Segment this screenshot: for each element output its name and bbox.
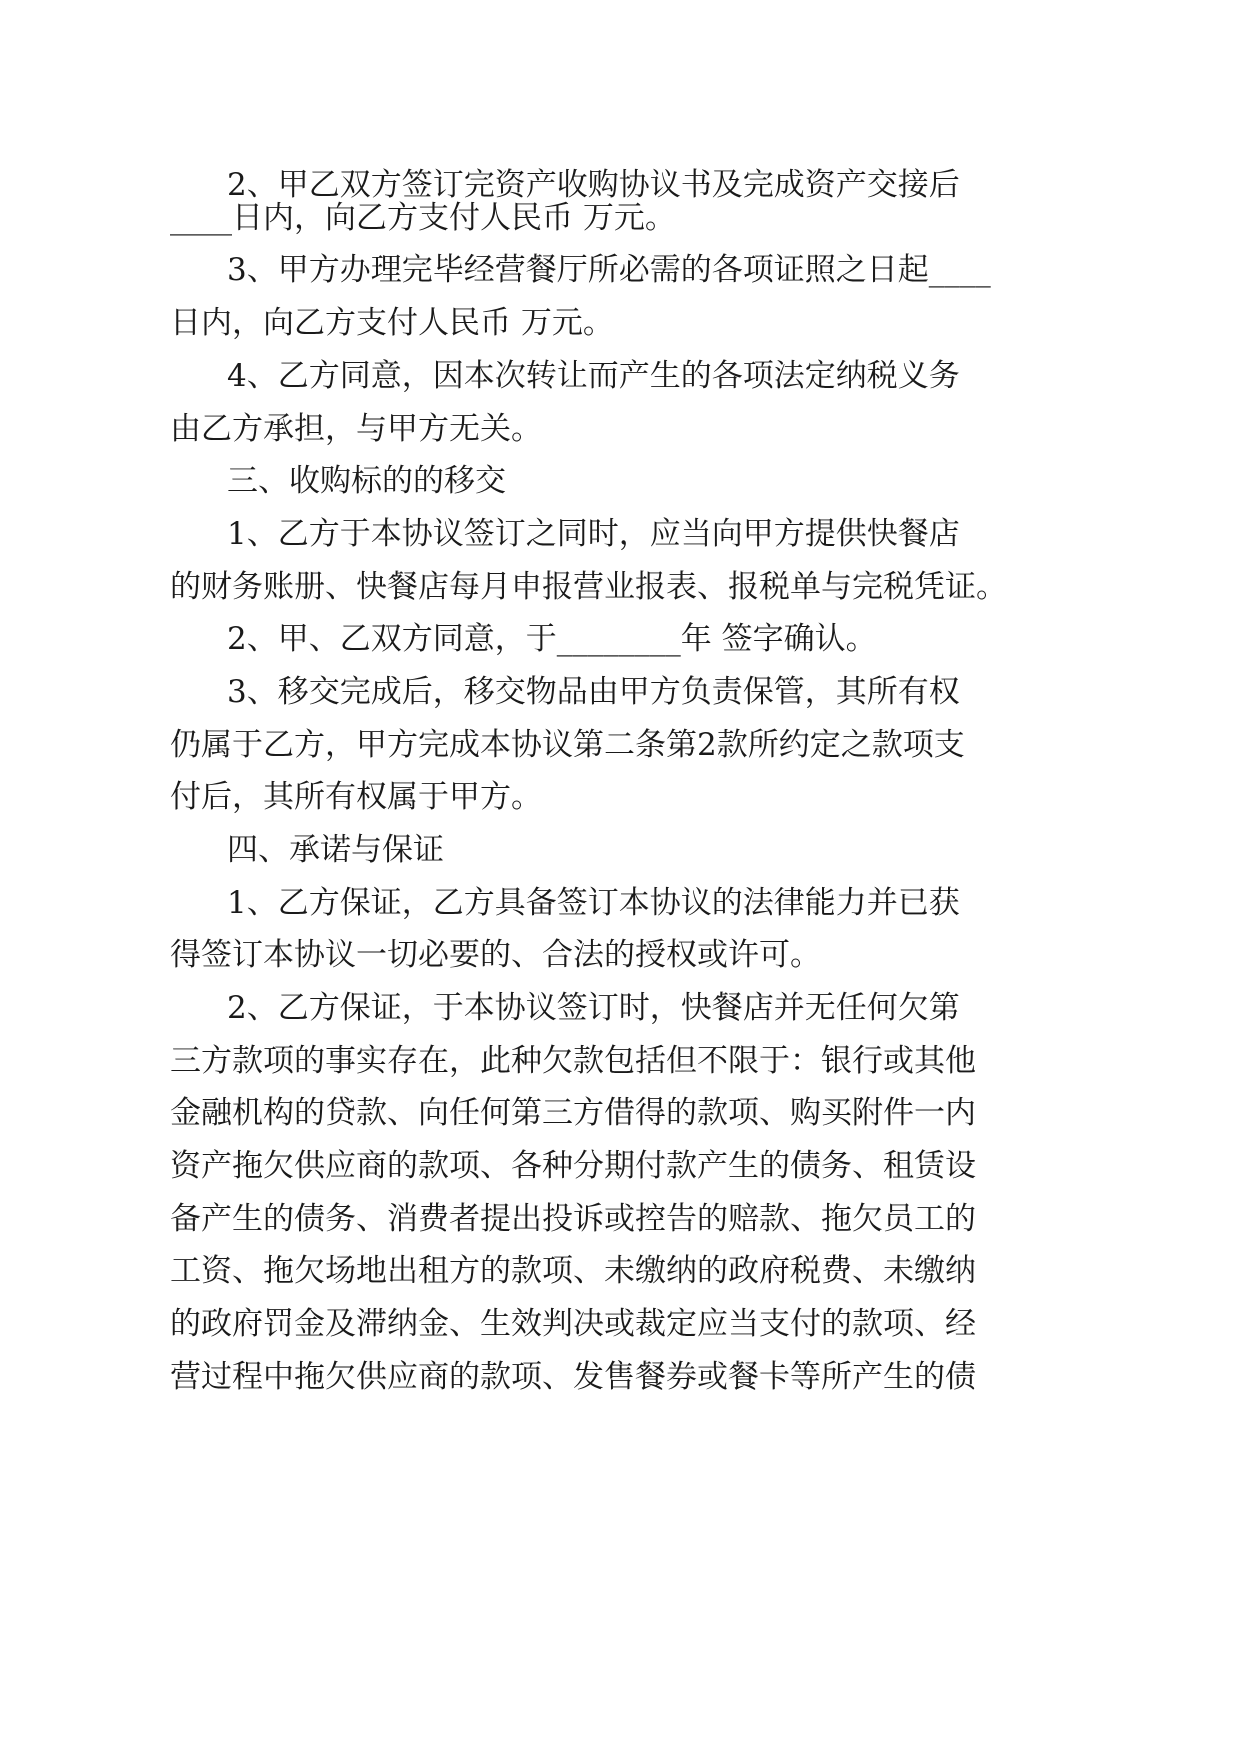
paragraph-line: 的政府罚金及滞纳金、生效判决或裁定应当支付的款项、经 bbox=[170, 1306, 976, 1342]
paragraph-line: 日内，向乙方支付人民币 万元。 bbox=[170, 305, 614, 341]
paragraph-line: 3、移交完成后，移交物品由甲方负责保管，其所有权 bbox=[227, 674, 960, 710]
paragraph-line: 工资、拖欠场地出租方的款项、未缴纳的政府税费、未缴纳 bbox=[170, 1253, 976, 1289]
paragraph-line: 营过程中拖欠供应商的款项、发售餐券或餐卡等所产生的债 bbox=[170, 1359, 976, 1395]
paragraph-line: 3、甲方办理完毕经营餐厅所必需的各项证照之日起____ bbox=[227, 252, 991, 288]
paragraph-line: 资产拖欠供应商的款项、各种分期付款产生的债务、租赁设 bbox=[170, 1148, 976, 1184]
section-heading: 三、收购标的的移交 bbox=[227, 463, 506, 499]
paragraph-line: 备产生的债务、消费者提出投诉或控告的赔款、拖欠员工的 bbox=[170, 1201, 976, 1237]
paragraph-line: 得签订本协议一切必要的、合法的授权或许可。 bbox=[170, 937, 821, 973]
paragraph-line: 1、乙方于本协议签订之同时，应当向甲方提供快餐店 bbox=[227, 516, 960, 552]
paragraph-line: 金融机构的贷款、向任何第三方借得的款项、购买附件一内 bbox=[170, 1095, 976, 1131]
paragraph-line: 2、甲乙双方签订完资产收购协议书及完成资产交接后 bbox=[227, 167, 960, 203]
paragraph-line: 仍属于乙方，甲方完成本协议第二条第2款所约定之款项支 bbox=[170, 727, 965, 763]
paragraph-line: 的财务账册、快餐店每月申报营业报表、报税单与完税凭证。 bbox=[170, 569, 1007, 605]
paragraph-line: 由乙方承担，与甲方无关。 bbox=[170, 411, 542, 447]
paragraph-line: 2、甲、乙双方同意，于________年 签字确认。 bbox=[227, 621, 877, 657]
paragraph-line: 2、乙方保证，于本协议签订时，快餐店并无任何欠第 bbox=[227, 990, 960, 1026]
paragraph-line: 4、乙方同意，因本次转让而产生的各项法定纳税义务 bbox=[227, 358, 960, 394]
paragraph-line: 1、乙方保证，乙方具备签订本协议的法律能力并已获 bbox=[227, 885, 960, 921]
section-heading: 四、承诺与保证 bbox=[227, 832, 444, 868]
paragraph-line: 三方款项的事实存在，此种欠款包括但不限于：银行或其他 bbox=[170, 1043, 976, 1079]
paragraph-line: 付后，其所有权属于甲方。 bbox=[170, 779, 542, 815]
paragraph-line: ____日内，向乙方支付人民币 万元。 bbox=[170, 200, 676, 236]
